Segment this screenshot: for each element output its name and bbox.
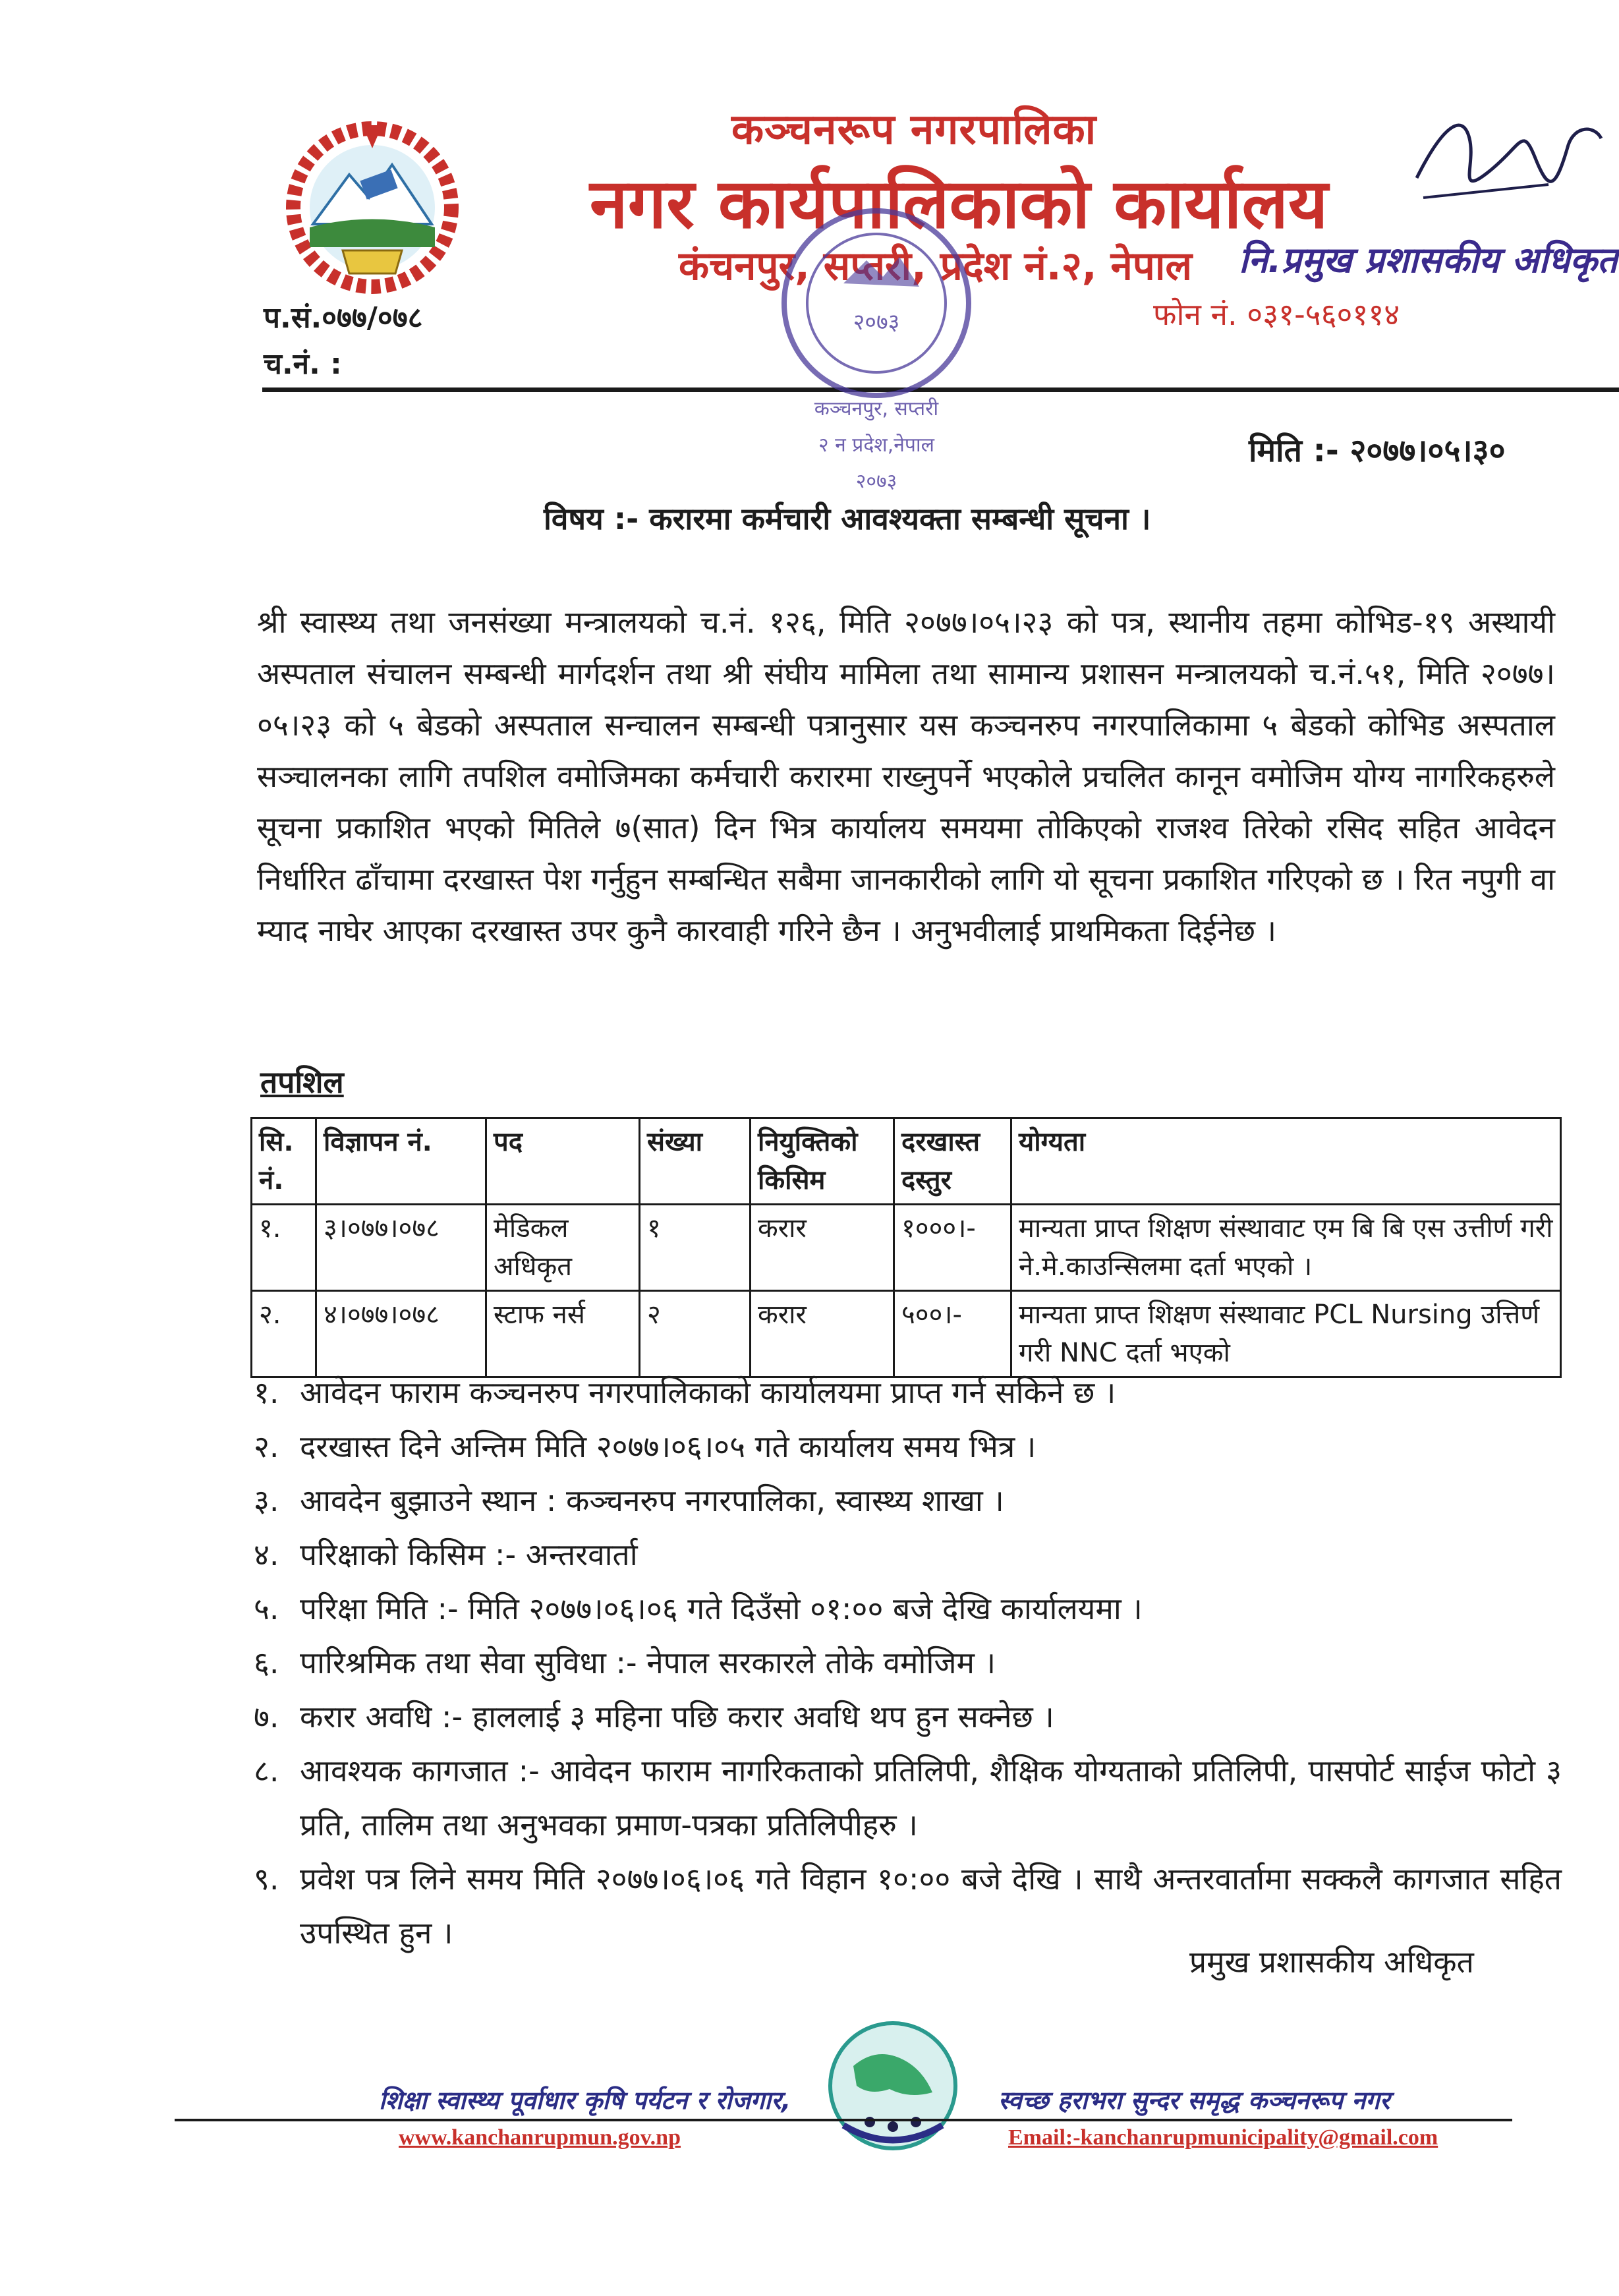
details-heading: तपशिल [260, 1064, 344, 1100]
list-item-number: ८. [254, 1753, 279, 1789]
list-item [254, 1474, 1562, 1528]
stamp-year: २०७३ [853, 309, 900, 335]
list-item-text: परिक्षा मिति :- मिति २०७७।०६।०६ गते दिउँसो ०१:०० बजे देखि कार्यालयमा । [300, 1591, 1143, 1626]
col-header-eligibility: योग्यता [1011, 1118, 1561, 1205]
cell-sn: २. [252, 1291, 316, 1377]
list-item-text: परिक्षाको किसिम :- अन्तरवार्ता [300, 1537, 638, 1572]
list-item-text: पारिश्रमिक तथा सेवा सुविधा :- नेपाल सरकारले तोके वमोजिम । [300, 1645, 996, 1680]
cell-post: मेडिकल अधिकृत [486, 1205, 640, 1291]
list-item-number: ७. [254, 1699, 279, 1735]
col-header-count: संख्या [640, 1118, 751, 1205]
list-item-number: ३. [254, 1483, 279, 1518]
vacancy-table [250, 1117, 1562, 1378]
col-header-sn: सि. नं. [252, 1118, 316, 1205]
cell-fee: ५००।- [894, 1291, 1011, 1377]
list-item [254, 1528, 1562, 1582]
stamp-year-bottom: २०७३ [855, 470, 897, 493]
website-link[interactable]: www.kanchanrupmun.gov.np [399, 2125, 681, 2150]
table-row [252, 1205, 1561, 1291]
cell-eligibility: मान्यता प्राप्त शिक्षण संस्थावाट PCL Nursing उत्तिर्ण गरी NNC दर्ता भएको [1011, 1291, 1561, 1377]
cell-count: २ [640, 1291, 751, 1377]
cell-fee: १०००।- [894, 1205, 1011, 1291]
instructions-list [254, 1365, 1562, 1960]
cell-adv-no: ३।०७७।०७८ [316, 1205, 486, 1291]
list-item-text: प्रवेश पत्र लिने समय मिति २०७७।०६।०६ गते विहान १०:०० बजे देखि । साथै अन्तरवार्तामा सक्कलै कागजात सहित उपस्थित हुन । [300, 1861, 1562, 1951]
reference-number: प.सं.०७७/०७८ [264, 301, 423, 335]
office-name: नगर कार्यपालिकाको कार्यालय [590, 163, 1328, 244]
email-link[interactable]: Email:-kanchanrupmunicipality@gmail.com [1008, 2125, 1438, 2150]
col-header-post: पद [486, 1118, 640, 1205]
footer-divider [175, 2119, 1512, 2121]
list-item-number: ५. [254, 1591, 279, 1626]
list-item-number: ४. [254, 1537, 279, 1572]
signatory-title: प्रमुख प्रशासकीय अधिकृत [1189, 1944, 1474, 1980]
nepal-emblem-logo [264, 112, 481, 303]
col-header-fee: दरखास्त दस्तुर [894, 1118, 1011, 1205]
handwritten-signature [1404, 99, 1608, 224]
dispatch-number: च.नं. : [264, 347, 342, 381]
cell-appointment-type: करार [751, 1205, 894, 1291]
cell-adv-no: ४।०७७।०७८ [316, 1291, 486, 1377]
list-item [254, 1420, 1562, 1474]
list-item-text: करार अवधि :- हाललाई ३ महिना पछि करार अवधि थप हुन सक्नेछ । [300, 1699, 1054, 1735]
cell-count: १ [640, 1205, 751, 1291]
list-item-text: आवेदन फाराम कञ्चनरुप नगरपालिकाको कार्यालयमा प्राप्त गर्न सकिने छ । [300, 1375, 1116, 1410]
table-row [252, 1291, 1561, 1377]
municipality-name: कञ्चनरूप नगरपालिका [731, 105, 1097, 154]
col-header-appointment-type: नियुक्तिको किसिम [751, 1118, 894, 1205]
notice-subject: विषय :- करारमा कर्मचारी आवश्यक्ता सम्बन्धी सूचना । [544, 501, 1151, 536]
table-header-row [252, 1118, 1561, 1205]
globe-logo [817, 2013, 969, 2165]
footer-slogan-right: स्वच्छ हराभरा सुन्दर समृद्ध कञ्चनरूप नगर [998, 2086, 1390, 2115]
stamp-address: कञ्चनपुर, सप्तरी [814, 397, 939, 420]
list-item [254, 1582, 1562, 1636]
list-item [254, 1365, 1562, 1420]
stamp-province: २ न प्रदेश,नेपाल [818, 434, 935, 457]
office-address: कंचनपुर, सप्तरी, प्रदेश नं.२, नेपाल [679, 243, 1193, 289]
list-item [254, 1636, 1562, 1690]
list-item-number: २. [254, 1429, 279, 1464]
cell-appointment-type: करार [751, 1291, 894, 1377]
footer-slogan-left: शिक्षा स्वास्थ्य पूर्वाधार कृषि पर्यटन र रोजगार, [379, 2086, 791, 2115]
list-item-number: १. [254, 1375, 279, 1410]
phone-number: फोन नं. ०३१-५६०११४ [1153, 297, 1400, 332]
notice-body: श्री स्वास्थ्य तथा जनसंख्या मन्त्रालयको च.नं. १२६, मिति २०७७।०५।२३ को पत्र, स्थानीय तहमा कोभिड-१९ अस्थायी अस्पताल संचालन सम्बन्धी मार्गदर्शन तथा श्री संघीय मामिला तथा सामान्य प्रशासन मन्त्रालयको च.नं.५१, मिति २०७७।०५।२३ को ५ बेडको अस्पताल सन्चालन सम्बन्धी पत्रानुसार यस कञ्चनरुप नगरपालिकामा ५ बेडको कोभिड अस्पताल सञ्चालनका लागि तपशिल वमोजिमका कर्मचारी करारमा राख्नुपर्ने भएकोले प्रचलित कानून वमोजिम योग्य नागरिकहरुले सूचना प्रकाशित भएको मितिले ७(सात) दिन भित्र कार्यालय समयमा तोकिएको राजश्व तिरेको रसिद सहित आवेदन निर्धारित ढाँचामा दरखास्त पेश गर्नुहुन सम्बन्धित सबैमा जानकारीको लागि यो सूचना प्रकाशित गरिएको छ । रित नपुगी वा म्याद नाघेर आएका दरखास्त उपर कुनै कारवाही गरिने छैन । अनुभवीलाई प्राथमिकता दिईनेछ । [257, 604, 1555, 948]
cell-sn: १. [252, 1205, 316, 1291]
list-item-text: आवश्यक कागजात :- आवेदन फाराम नागरिकताको प्रतिलिपी, शैक्षिक योग्यताको प्रतिलिपी, पासपोर्ट साईज फोटो ३ प्रति, तालिम तथा अनुभवका प्रमाण-पत्रका प्रतिलिपीहरु । [300, 1753, 1562, 1843]
list-item-text: आवदेन बुझाउने स्थान : कञ्चनरुप नगरपालिका, स्वास्थ्य शाखा । [300, 1483, 1004, 1518]
list-item-number: ६. [254, 1645, 279, 1680]
officer-title-stamp: नि.प्रमुख प्रशासकीय अधिकृत [1239, 239, 1618, 281]
list-item-number: ९. [254, 1861, 279, 1897]
office-seal-stamp [745, 198, 1008, 501]
cell-eligibility: मान्यता प्राप्त शिक्षण संस्थावाट एम बि बि एस उत्तीर्ण गरी ने.मे.काउन्सिलमा दर्ता भएको । [1011, 1205, 1561, 1291]
cell-post: स्टाफ नर्स [486, 1291, 640, 1377]
notice-date: मिति :- २०७७।०५।३० [1249, 432, 1506, 469]
list-item [254, 1690, 1562, 1744]
list-item-text: दरखास्त दिने अन्तिम मिति २०७७।०६।०५ गते कार्यालय समय भित्र । [300, 1429, 1037, 1464]
list-item [254, 1744, 1562, 1852]
col-header-adv-no: विज्ञापन नं. [316, 1118, 486, 1205]
